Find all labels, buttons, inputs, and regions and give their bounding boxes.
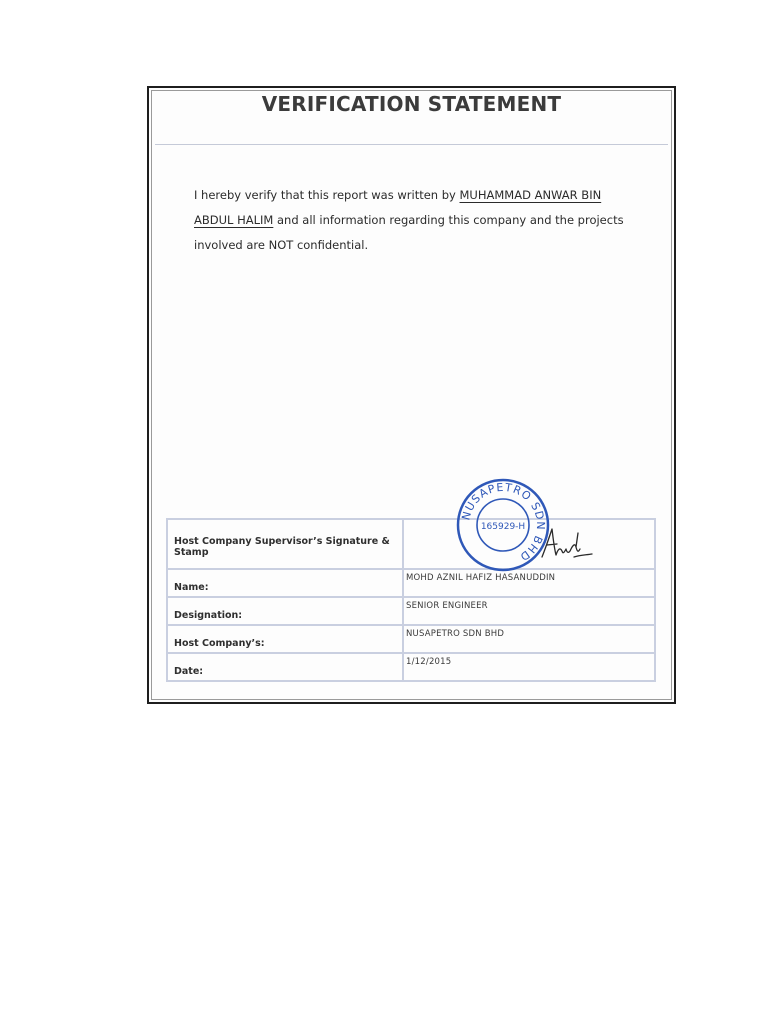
company-row xyxy=(167,625,655,653)
statement-line-1 xyxy=(194,183,624,208)
student-name-part2: ABDUL HALIM xyxy=(194,213,274,227)
signature-label: Host Company Supervisor’s Signature & Stamp xyxy=(167,519,403,569)
title-divider xyxy=(155,144,668,145)
stamp-reg-number: 165929-H xyxy=(480,522,526,532)
name-value: MOHD AZNIL HAFIZ HASANUDDIN xyxy=(403,569,655,597)
designation-value: SENIOR ENGINEER xyxy=(403,597,655,625)
statement-line-3: involved are NOT confidential. xyxy=(194,238,369,252)
company-label: Host Company’s: xyxy=(167,625,403,653)
student-name-part1: MUHAMMAD ANWAR BIN xyxy=(459,188,602,202)
company-stamp xyxy=(455,477,551,573)
document-title: VERIFICATION STATEMENT xyxy=(261,92,562,116)
date-label: Date: xyxy=(167,653,403,681)
supervisor-signature xyxy=(538,525,594,565)
name-row xyxy=(167,569,655,597)
date-value: 1/12/2015 xyxy=(403,653,655,681)
stamp-outer-text: NUSAPETRO SDN BHD xyxy=(459,480,548,564)
designation-row xyxy=(167,597,655,625)
verification-frame xyxy=(147,86,676,704)
statement-lead: I hereby verify that this report was written by xyxy=(194,188,456,202)
statement-continuation: and all information regarding this company and the projects xyxy=(276,213,624,227)
statement-line-2 xyxy=(194,208,624,233)
name-label: Name: xyxy=(167,569,403,597)
date-row xyxy=(167,653,655,681)
designation-label: Designation: xyxy=(167,597,403,625)
company-value: NUSAPETRO SDN BHD xyxy=(403,625,655,653)
verification-statement xyxy=(194,183,624,258)
